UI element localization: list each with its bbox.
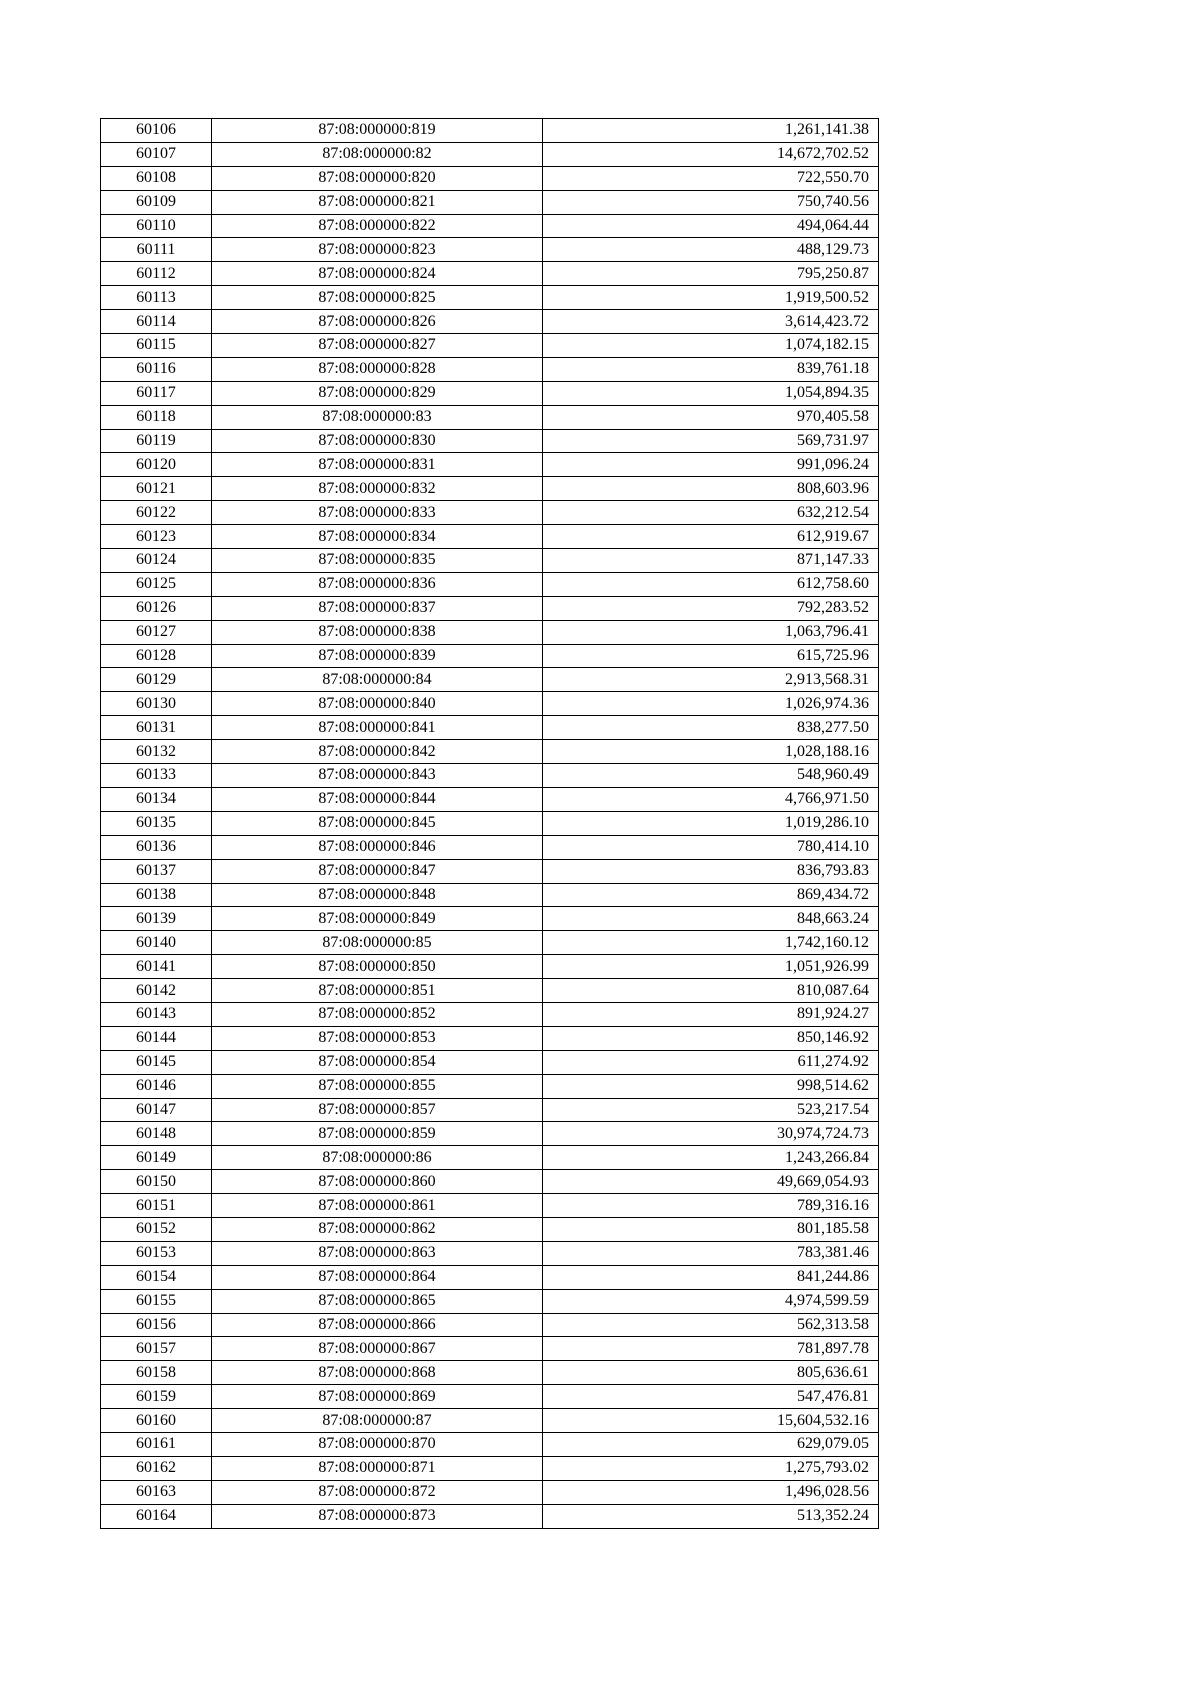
row-id-cell: 60127 — [101, 620, 212, 644]
table-row — [101, 525, 879, 549]
table-row — [101, 142, 879, 166]
cadastral-number-cell: 87:08:000000:829 — [212, 381, 543, 405]
value-cell: 795,250.87 — [543, 262, 879, 286]
cadastral-number-cell: 87:08:000000:855 — [212, 1074, 543, 1098]
value-cell: 750,740.56 — [543, 190, 879, 214]
value-cell: 494,064.44 — [543, 214, 879, 238]
value-cell: 792,283.52 — [543, 596, 879, 620]
value-cell: 612,758.60 — [543, 572, 879, 596]
value-cell: 841,244.86 — [543, 1265, 879, 1289]
cadastral-number-cell: 87:08:000000:852 — [212, 1002, 543, 1026]
cadastral-number-cell: 87:08:000000:853 — [212, 1026, 543, 1050]
cadastral-number-cell: 87:08:000000:863 — [212, 1241, 543, 1265]
row-id-cell: 60131 — [101, 716, 212, 740]
table-row — [101, 238, 879, 262]
cadastral-number-cell: 87:08:000000:830 — [212, 429, 543, 453]
cadastral-number-cell: 87:08:000000:821 — [212, 190, 543, 214]
row-id-cell: 60135 — [101, 811, 212, 835]
row-id-cell: 60164 — [101, 1504, 212, 1528]
row-id-cell: 60148 — [101, 1122, 212, 1146]
cadastral-number-cell: 87:08:000000:861 — [212, 1194, 543, 1218]
cadastral-number-cell: 87:08:000000:873 — [212, 1504, 543, 1528]
table-row — [101, 1480, 879, 1504]
cadastral-number-cell: 87:08:000000:826 — [212, 310, 543, 334]
cadastral-number-cell: 87:08:000000:831 — [212, 453, 543, 477]
row-id-cell: 60132 — [101, 740, 212, 764]
table-body — [101, 119, 879, 1529]
cadastral-number-cell: 87:08:000000:842 — [212, 740, 543, 764]
cadastral-number-cell: 87:08:000000:85 — [212, 931, 543, 955]
value-cell: 513,352.24 — [543, 1504, 879, 1528]
value-cell: 1,074,182.15 — [543, 334, 879, 358]
cadastral-number-cell: 87:08:000000:846 — [212, 835, 543, 859]
row-id-cell: 60107 — [101, 142, 212, 166]
row-id-cell: 60108 — [101, 166, 212, 190]
value-cell: 1,243,266.84 — [543, 1146, 879, 1170]
value-cell: 547,476.81 — [543, 1385, 879, 1409]
table-row — [101, 1289, 879, 1313]
cadastral-number-cell: 87:08:000000:843 — [212, 764, 543, 788]
value-cell: 836,793.83 — [543, 859, 879, 883]
table-row — [101, 119, 879, 143]
table-row — [101, 740, 879, 764]
value-cell: 1,919,500.52 — [543, 286, 879, 310]
row-id-cell: 60134 — [101, 787, 212, 811]
table-row — [101, 310, 879, 334]
row-id-cell: 60110 — [101, 214, 212, 238]
row-id-cell: 60153 — [101, 1241, 212, 1265]
value-cell: 612,919.67 — [543, 525, 879, 549]
row-id-cell: 60118 — [101, 405, 212, 429]
row-id-cell: 60150 — [101, 1170, 212, 1194]
value-cell: 2,913,568.31 — [543, 668, 879, 692]
value-cell: 781,897.78 — [543, 1337, 879, 1361]
cadastral-number-cell: 87:08:000000:820 — [212, 166, 543, 190]
value-cell: 998,514.62 — [543, 1074, 879, 1098]
cadastral-number-cell: 87:08:000000:850 — [212, 955, 543, 979]
cadastral-number-cell: 87:08:000000:837 — [212, 596, 543, 620]
row-id-cell: 60116 — [101, 357, 212, 381]
row-id-cell: 60123 — [101, 525, 212, 549]
table-row — [101, 1098, 879, 1122]
value-cell: 839,761.18 — [543, 357, 879, 381]
table-row — [101, 166, 879, 190]
cadastral-number-cell: 87:08:000000:832 — [212, 477, 543, 501]
row-id-cell: 60129 — [101, 668, 212, 692]
value-cell: 30,974,724.73 — [543, 1122, 879, 1146]
table-row — [101, 262, 879, 286]
value-cell: 14,672,702.52 — [543, 142, 879, 166]
table-row — [101, 381, 879, 405]
row-id-cell: 60106 — [101, 119, 212, 143]
row-id-cell: 60142 — [101, 979, 212, 1003]
cadastral-number-cell: 87:08:000000:869 — [212, 1385, 543, 1409]
value-cell: 850,146.92 — [543, 1026, 879, 1050]
row-id-cell: 60157 — [101, 1337, 212, 1361]
cadastral-number-cell: 87:08:000000:870 — [212, 1432, 543, 1456]
cadastral-number-cell: 87:08:000000:867 — [212, 1337, 543, 1361]
cadastral-number-cell: 87:08:000000:866 — [212, 1313, 543, 1337]
row-id-cell: 60145 — [101, 1050, 212, 1074]
cadastral-number-cell: 87:08:000000:872 — [212, 1480, 543, 1504]
value-cell: 1,275,793.02 — [543, 1456, 879, 1480]
table-row — [101, 214, 879, 238]
table-row — [101, 835, 879, 859]
row-id-cell: 60144 — [101, 1026, 212, 1050]
cadastral-number-cell: 87:08:000000:849 — [212, 907, 543, 931]
table-row — [101, 286, 879, 310]
value-cell: 4,766,971.50 — [543, 787, 879, 811]
row-id-cell: 60149 — [101, 1146, 212, 1170]
row-id-cell: 60147 — [101, 1098, 212, 1122]
row-id-cell: 60109 — [101, 190, 212, 214]
table-row — [101, 1050, 879, 1074]
table-row — [101, 883, 879, 907]
row-id-cell: 60162 — [101, 1456, 212, 1480]
value-cell: 15,604,532.16 — [543, 1409, 879, 1433]
table-row — [101, 1217, 879, 1241]
table-row — [101, 859, 879, 883]
value-cell: 838,277.50 — [543, 716, 879, 740]
table-row — [101, 1409, 879, 1433]
cadastral-number-cell: 87:08:000000:819 — [212, 119, 543, 143]
cadastral-number-cell: 87:08:000000:848 — [212, 883, 543, 907]
cadastral-number-cell: 87:08:000000:844 — [212, 787, 543, 811]
row-id-cell: 60152 — [101, 1217, 212, 1241]
table-row — [101, 334, 879, 358]
cadastral-number-cell: 87:08:000000:868 — [212, 1361, 543, 1385]
value-cell: 970,405.58 — [543, 405, 879, 429]
row-id-cell: 60158 — [101, 1361, 212, 1385]
row-id-cell: 60141 — [101, 955, 212, 979]
value-cell: 722,550.70 — [543, 166, 879, 190]
row-id-cell: 60122 — [101, 501, 212, 525]
value-cell: 629,079.05 — [543, 1432, 879, 1456]
table-row — [101, 716, 879, 740]
table-row — [101, 572, 879, 596]
row-id-cell: 60138 — [101, 883, 212, 907]
row-id-cell: 60114 — [101, 310, 212, 334]
table-row — [101, 429, 879, 453]
table-row — [101, 1122, 879, 1146]
value-cell: 1,026,974.36 — [543, 692, 879, 716]
table-row — [101, 979, 879, 1003]
cadastral-number-cell: 87:08:000000:824 — [212, 262, 543, 286]
table-row — [101, 907, 879, 931]
cadastral-number-cell: 87:08:000000:82 — [212, 142, 543, 166]
row-id-cell: 60115 — [101, 334, 212, 358]
value-cell: 548,960.49 — [543, 764, 879, 788]
table-row — [101, 1146, 879, 1170]
value-cell: 569,731.97 — [543, 429, 879, 453]
cadastral-number-cell: 87:08:000000:857 — [212, 1098, 543, 1122]
table-row — [101, 644, 879, 668]
cadastral-number-cell: 87:08:000000:845 — [212, 811, 543, 835]
value-cell: 562,313.58 — [543, 1313, 879, 1337]
cadastral-number-cell: 87:08:000000:860 — [212, 1170, 543, 1194]
value-cell: 783,381.46 — [543, 1241, 879, 1265]
row-id-cell: 60120 — [101, 453, 212, 477]
table-row — [101, 1456, 879, 1480]
value-cell: 1,054,894.35 — [543, 381, 879, 405]
table-row — [101, 787, 879, 811]
value-cell: 4,974,599.59 — [543, 1289, 879, 1313]
row-id-cell: 60146 — [101, 1074, 212, 1098]
value-cell: 49,669,054.93 — [543, 1170, 879, 1194]
cadastral-number-cell: 87:08:000000:835 — [212, 549, 543, 573]
value-cell: 1,261,141.38 — [543, 119, 879, 143]
table-row — [101, 764, 879, 788]
table-row — [101, 1026, 879, 1050]
value-cell: 1,028,188.16 — [543, 740, 879, 764]
cadastral-number-cell: 87:08:000000:847 — [212, 859, 543, 883]
value-cell: 869,434.72 — [543, 883, 879, 907]
row-id-cell: 60156 — [101, 1313, 212, 1337]
row-id-cell: 60163 — [101, 1480, 212, 1504]
value-cell: 871,147.33 — [543, 549, 879, 573]
cadastral-number-cell: 87:08:000000:871 — [212, 1456, 543, 1480]
table-row — [101, 453, 879, 477]
value-cell: 805,636.61 — [543, 1361, 879, 1385]
row-id-cell: 60160 — [101, 1409, 212, 1433]
row-id-cell: 60113 — [101, 286, 212, 310]
cadastral-number-cell: 87:08:000000:828 — [212, 357, 543, 381]
cadastral-number-cell: 87:08:000000:862 — [212, 1217, 543, 1241]
value-cell: 523,217.54 — [543, 1098, 879, 1122]
table-row — [101, 190, 879, 214]
value-cell: 848,663.24 — [543, 907, 879, 931]
row-id-cell: 60121 — [101, 477, 212, 501]
row-id-cell: 60128 — [101, 644, 212, 668]
cadastral-number-cell: 87:08:000000:851 — [212, 979, 543, 1003]
cadastral-number-cell: 87:08:000000:854 — [212, 1050, 543, 1074]
table-row — [101, 1337, 879, 1361]
value-cell: 991,096.24 — [543, 453, 879, 477]
row-id-cell: 60124 — [101, 549, 212, 573]
table-row — [101, 1432, 879, 1456]
cadastral-number-cell: 87:08:000000:864 — [212, 1265, 543, 1289]
row-id-cell: 60112 — [101, 262, 212, 286]
value-cell: 1,051,926.99 — [543, 955, 879, 979]
cadastral-number-cell: 87:08:000000:84 — [212, 668, 543, 692]
table-row — [101, 1265, 879, 1289]
table-row — [101, 668, 879, 692]
cadastral-number-cell: 87:08:000000:865 — [212, 1289, 543, 1313]
cadastral-number-cell: 87:08:000000:833 — [212, 501, 543, 525]
cadastral-number-cell: 87:08:000000:827 — [212, 334, 543, 358]
row-id-cell: 60133 — [101, 764, 212, 788]
row-id-cell: 60111 — [101, 238, 212, 262]
row-id-cell: 60136 — [101, 835, 212, 859]
value-cell: 891,924.27 — [543, 1002, 879, 1026]
table-row — [101, 1002, 879, 1026]
value-cell: 1,063,796.41 — [543, 620, 879, 644]
row-id-cell: 60140 — [101, 931, 212, 955]
cadastral-number-cell: 87:08:000000:834 — [212, 525, 543, 549]
value-cell: 1,496,028.56 — [543, 1480, 879, 1504]
row-id-cell: 60139 — [101, 907, 212, 931]
table-row — [101, 596, 879, 620]
row-id-cell: 60119 — [101, 429, 212, 453]
table-row — [101, 955, 879, 979]
cadastral-number-cell: 87:08:000000:825 — [212, 286, 543, 310]
value-cell: 632,212.54 — [543, 501, 879, 525]
cadastral-number-cell: 87:08:000000:838 — [212, 620, 543, 644]
table-row — [101, 1241, 879, 1265]
table-row — [101, 501, 879, 525]
cadastral-number-cell: 87:08:000000:836 — [212, 572, 543, 596]
cadastral-number-cell: 87:08:000000:822 — [212, 214, 543, 238]
data-table — [100, 118, 879, 1529]
row-id-cell: 60143 — [101, 1002, 212, 1026]
table-row — [101, 1361, 879, 1385]
table-row — [101, 1313, 879, 1337]
cadastral-number-cell: 87:08:000000:859 — [212, 1122, 543, 1146]
value-cell: 1,742,160.12 — [543, 931, 879, 955]
value-cell: 611,274.92 — [543, 1050, 879, 1074]
table-row — [101, 549, 879, 573]
value-cell: 789,316.16 — [543, 1194, 879, 1218]
table-row — [101, 1504, 879, 1528]
row-id-cell: 60126 — [101, 596, 212, 620]
table-row — [101, 692, 879, 716]
cadastral-number-cell: 87:08:000000:83 — [212, 405, 543, 429]
table-row — [101, 811, 879, 835]
cadastral-number-cell: 87:08:000000:86 — [212, 1146, 543, 1170]
value-cell: 1,019,286.10 — [543, 811, 879, 835]
table-row — [101, 405, 879, 429]
row-id-cell: 60130 — [101, 692, 212, 716]
value-cell: 780,414.10 — [543, 835, 879, 859]
row-id-cell: 60137 — [101, 859, 212, 883]
value-cell: 808,603.96 — [543, 477, 879, 501]
table-row — [101, 357, 879, 381]
table-row — [101, 1194, 879, 1218]
cadastral-number-cell: 87:08:000000:823 — [212, 238, 543, 262]
row-id-cell: 60161 — [101, 1432, 212, 1456]
row-id-cell: 60125 — [101, 572, 212, 596]
row-id-cell: 60155 — [101, 1289, 212, 1313]
value-cell: 615,725.96 — [543, 644, 879, 668]
cadastral-number-cell: 87:08:000000:87 — [212, 1409, 543, 1433]
cadastral-number-cell: 87:08:000000:841 — [212, 716, 543, 740]
row-id-cell: 60159 — [101, 1385, 212, 1409]
value-cell: 810,087.64 — [543, 979, 879, 1003]
table-row — [101, 1385, 879, 1409]
value-cell: 3,614,423.72 — [543, 310, 879, 334]
table-row — [101, 931, 879, 955]
row-id-cell: 60117 — [101, 381, 212, 405]
value-cell: 488,129.73 — [543, 238, 879, 262]
value-cell: 801,185.58 — [543, 1217, 879, 1241]
table-row — [101, 1170, 879, 1194]
row-id-cell: 60154 — [101, 1265, 212, 1289]
row-id-cell: 60151 — [101, 1194, 212, 1218]
table-row — [101, 1074, 879, 1098]
table-row — [101, 620, 879, 644]
cadastral-number-cell: 87:08:000000:839 — [212, 644, 543, 668]
table-row — [101, 477, 879, 501]
cadastral-number-cell: 87:08:000000:840 — [212, 692, 543, 716]
